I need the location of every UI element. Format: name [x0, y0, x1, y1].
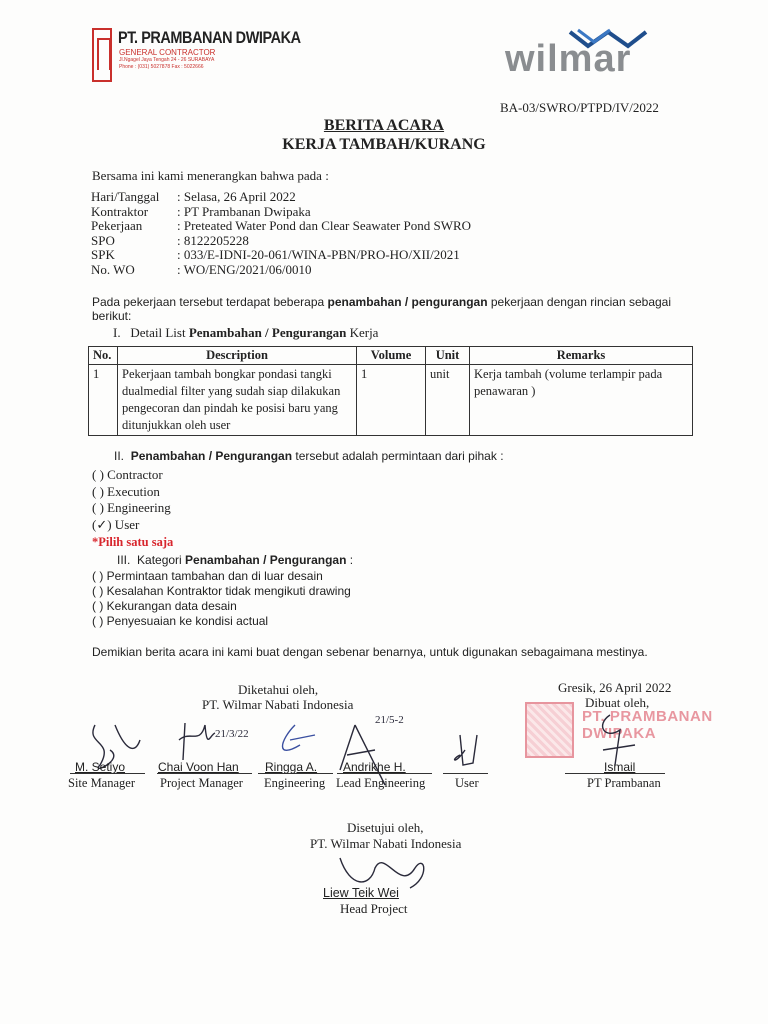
signatory-role: Site Manager — [68, 776, 135, 790]
text-run: tersebut adalah permintaan dari pihak : — [292, 449, 504, 463]
approved-by-company: PT. Wilmar Nabati Indonesia — [310, 836, 462, 851]
info-label: Pekerjaan — [91, 218, 143, 234]
col-volume: Volume — [357, 347, 426, 365]
company-sub-label: GENERAL CONTRACTOR — [119, 48, 216, 57]
signatory-role: Lead Engineering — [336, 776, 426, 790]
paragraph-details — [92, 295, 682, 323]
section-2-heading — [114, 449, 504, 463]
text-bold: Penambahan / Pengurangan — [188, 325, 347, 340]
signatory-role: PT Prambanan — [587, 776, 661, 790]
approved-by: Disetujui oleh, — [347, 820, 424, 835]
cell-no: 1 — [89, 365, 118, 436]
info-label: Hari/Tanggal — [91, 189, 160, 204]
info-row — [91, 205, 471, 220]
info-label: SPO — [91, 232, 115, 248]
option-request[interactable]: ( ) Permintaan tambahan dan di luar desain — [92, 569, 323, 583]
info-row — [91, 219, 471, 234]
section-num: I. — [113, 325, 121, 340]
text-bold: Penambahan / Pengurangan — [130, 449, 293, 463]
text-run: : — [346, 553, 354, 567]
document-number: BA-03/SWRO/PTPD/IV/2022 — [500, 100, 659, 115]
section-1-heading — [113, 325, 378, 341]
table-header-row — [89, 347, 693, 365]
cell-remarks: Kerja tambah (volume terlampir pada penawaran ) — [470, 365, 693, 436]
signatory-name: M. Setiyo — [75, 760, 126, 774]
head-role: Head Project — [340, 901, 408, 916]
info-row — [91, 263, 471, 278]
section-3-heading — [117, 553, 353, 567]
option-engineering[interactable]: ( ) Engineering — [92, 500, 171, 515]
handwritten-date-2: 21/5-2 — [375, 714, 404, 726]
signatory-name: Andrikhe H. — [343, 760, 406, 774]
signatory-role: Project Manager — [160, 776, 243, 790]
info-label: SPK — [91, 247, 115, 263]
client-logo: wilmar — [505, 38, 632, 80]
sig-line — [443, 773, 488, 774]
company-logo-icon — [92, 28, 112, 82]
note-choose-one: *Pilih satu saja — [92, 535, 174, 549]
section-num: III. — [117, 553, 131, 567]
signature-ismail — [603, 715, 635, 765]
company-phone: Phone : (031) 5027878 Fax : 5022666 — [119, 64, 204, 70]
col-description: Description — [118, 347, 357, 365]
section-3-options — [92, 569, 351, 629]
made-by: Dibuat oleh, — [585, 695, 650, 710]
info-value: : Selasa, 26 April 2022 — [177, 189, 296, 204]
signatory-name: Ringga A. — [265, 760, 318, 774]
option-adjustment[interactable]: ( ) Penyesuaian ke kondisi actual — [92, 614, 269, 628]
detail-table — [88, 346, 693, 436]
signatory-name: Chai Voon Han — [158, 760, 239, 774]
info-label: No. WO — [91, 261, 135, 277]
doc-subtitle: KERJA TAMBAH/KURANG — [282, 136, 486, 153]
text-run: Kategori — [137, 553, 186, 567]
head-name: Liew Teik Wei — [323, 886, 399, 900]
section-2-options — [92, 467, 171, 533]
info-value: : Preteated Water Pond dan Clear Seawater Pond SWRO — [177, 218, 472, 234]
info-row — [91, 234, 471, 249]
company-subtitle — [119, 49, 229, 71]
option-contractor[interactable]: ( ) Contractor — [92, 467, 163, 482]
info-label: Kontraktor — [91, 203, 149, 219]
cell-description: Pekerjaan tambah bongkar pondasi tangki dualmedial filter yang sudah siap dilakukan pengecoran dan pindah ke posisi baru yang ditunjukkan oleh user — [118, 365, 357, 436]
intro-text: Bersama ini kami menerangkan bahwa pada : — [92, 168, 329, 183]
option-design-data[interactable]: ( ) Kekurangan data desain — [92, 599, 237, 613]
company-name: PT. PRAMBANAN DWIPAKA — [118, 28, 301, 47]
option-contractor-error[interactable]: ( ) Kesalahan Kontraktor tidak mengikuti drawing — [92, 584, 351, 598]
option-execution[interactable]: ( ) Execution — [92, 483, 160, 499]
cell-unit: unit — [426, 365, 470, 436]
info-table — [91, 190, 471, 278]
doc-title: BERITA ACARA — [323, 117, 445, 134]
signatory-name: Ismail — [604, 760, 636, 774]
text-run: Pada pekerjaan tersebut terdapat beberapa — [92, 295, 328, 309]
handwritten-date-1: 21/3/22 — [215, 728, 249, 740]
text-run: Detail List — [130, 325, 189, 340]
text-bold: penambahan / pengurangan — [327, 295, 488, 309]
closing-text: Demikian berita acara ini kami buat dengan sebenar benarnya, untuk digunakan sebagaimana mestinya. — [92, 645, 648, 659]
col-no: No. — [89, 347, 118, 365]
cell-volume: 1 — [357, 365, 426, 436]
info-value: : 033/E-IDNI-20-061/WINA-PBN/PRO-HO/XII/2021 — [177, 247, 460, 263]
text-bold: Penambahan / Pengurangan — [185, 553, 347, 567]
section-num: II. — [114, 449, 125, 463]
info-value: : PT Prambanan Dwipaka — [177, 203, 311, 219]
signatory-role: Engineering — [264, 776, 326, 790]
known-by-company: PT. Wilmar Nabati Indonesia — [202, 697, 354, 712]
info-row — [91, 190, 471, 205]
text-run: Kerja — [346, 325, 379, 340]
signature-chai — [179, 723, 215, 760]
company-address: Jl.Ngagel Jaya Tengah 24 - 26 SURABAYA — [119, 57, 215, 63]
info-value: : 8122205228 — [177, 232, 249, 248]
info-row — [91, 248, 471, 263]
table-row — [89, 365, 693, 436]
col-remarks: Remarks — [470, 347, 693, 365]
place-date: Gresik, 26 April 2022 — [558, 680, 672, 695]
col-unit: Unit — [426, 347, 470, 365]
signatory-role: User — [455, 776, 479, 790]
option-user[interactable]: (✓) User — [92, 516, 140, 532]
text-run: pekerjaan dengan rincian sebagai berikut: — [92, 295, 672, 323]
info-value: : WO/ENG/2021/06/0010 — [177, 261, 312, 277]
signature-user — [455, 735, 477, 765]
known-by: Diketahui oleh, — [238, 682, 319, 697]
signature-ringga — [283, 725, 316, 750]
stamp-text: PT. PRAMBANAN DWIPAKA — [582, 708, 713, 742]
